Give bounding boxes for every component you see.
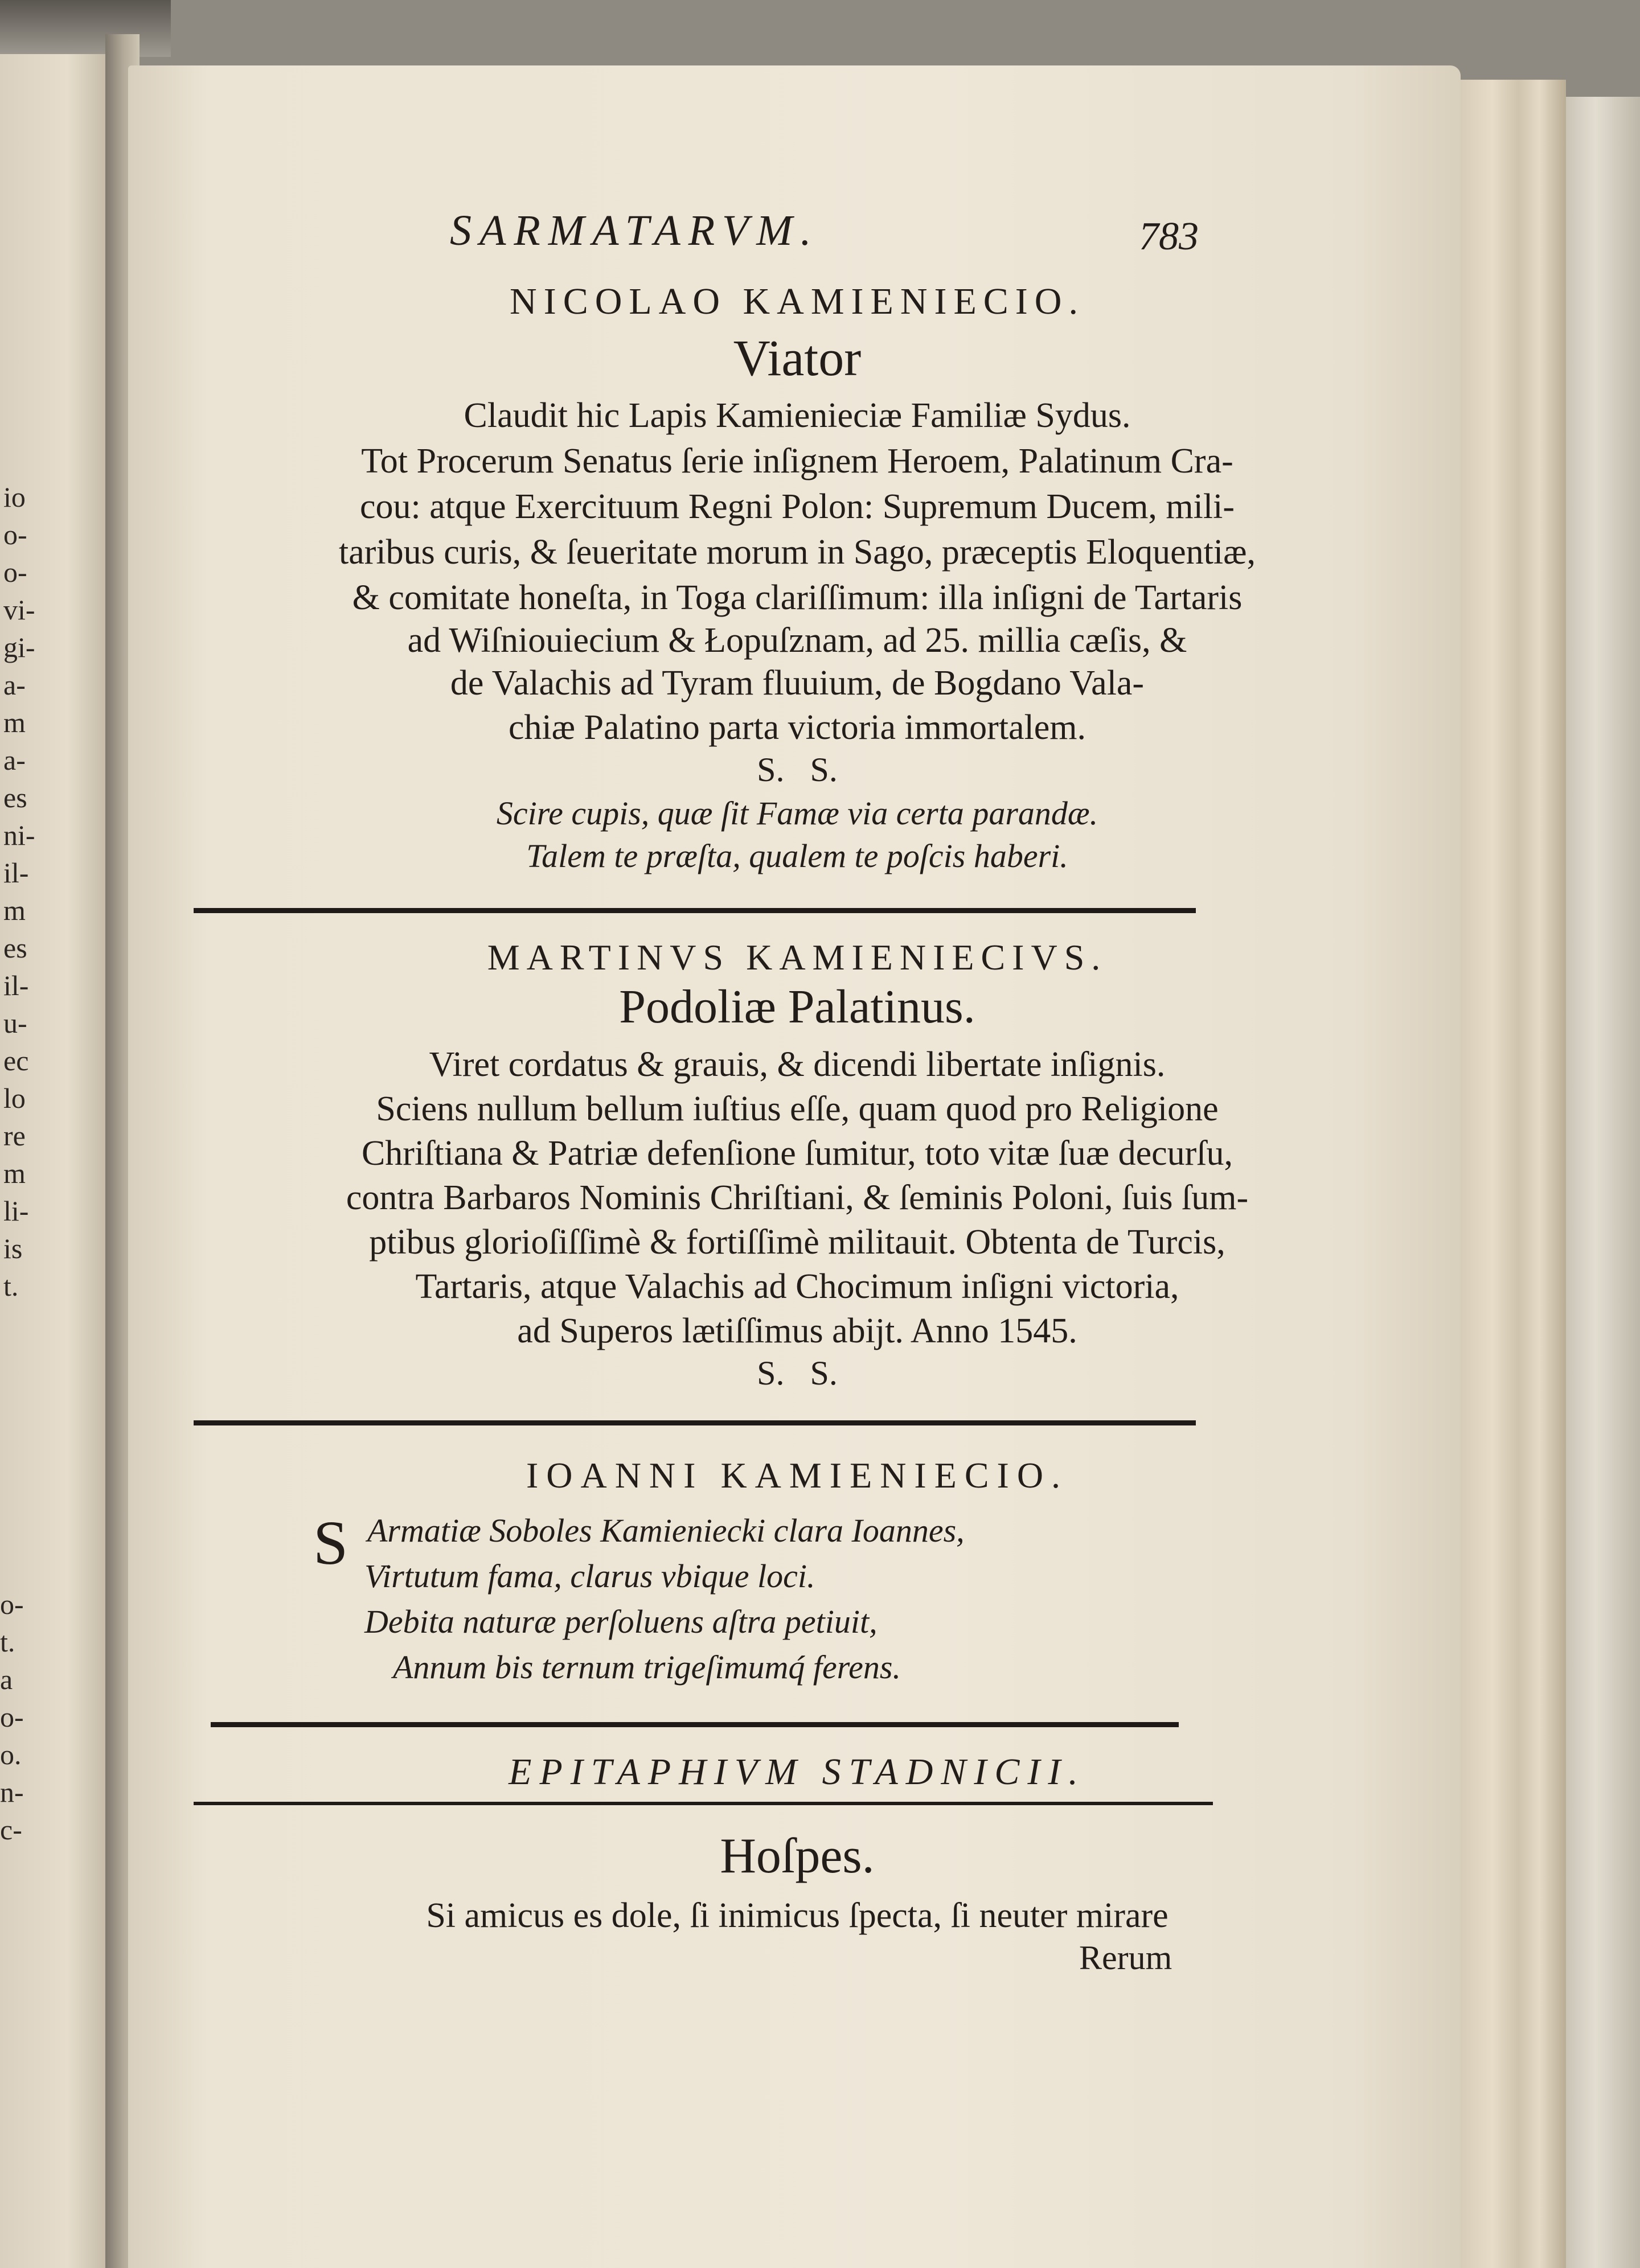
epitaph2-line: ad Superos lætiſſimus abijt. Anno 1545. bbox=[517, 1312, 1077, 1350]
margin-fragment: o- bbox=[0, 1588, 24, 1620]
page-number: 783 bbox=[1139, 215, 1199, 258]
epitaph4-heading: EPITAPHIVM STADNICII. bbox=[509, 1751, 1086, 1793]
epitaph1-subheading: Viator bbox=[733, 330, 862, 387]
epitaph2-line: contra Barbaros Nominis Chriſtiani, & ſeminis Poloni, ſuis ſum- bbox=[346, 1178, 1249, 1217]
epitaph3-verse-line: Virtutum fama, clarus vbique loci. bbox=[364, 1558, 815, 1595]
left-margin-fragments-upper bbox=[3, 478, 66, 1305]
margin-fragment: t. bbox=[3, 1270, 19, 1302]
margin-fragment: a- bbox=[3, 669, 26, 701]
margin-fragment: t. bbox=[0, 1626, 15, 1658]
epitaph1-line: Tot Procerum Senatus ſerie inſignem Heroem, Palatinum Cra- bbox=[361, 442, 1233, 480]
epitaph4-line: Si amicus es dole, ſi inimicus ſpecta, ſi neuter mirare bbox=[426, 1896, 1168, 1935]
epitaph2-line: ptibus glorioſiſſimè & fortiſſimè militauit. Obtenta de Turcis, bbox=[369, 1223, 1225, 1262]
margin-fragment: c- bbox=[0, 1814, 22, 1846]
left-margin-fragments-lower bbox=[0, 1585, 63, 1848]
margin-fragment: ec bbox=[3, 1045, 29, 1077]
margin-fragment: es bbox=[3, 782, 27, 813]
epitaph3-heading: IOANNI KAMIENIECIO. bbox=[526, 1455, 1069, 1495]
margin-fragment: o. bbox=[0, 1739, 22, 1770]
margin-fragment: il- bbox=[3, 969, 29, 1001]
section-rule bbox=[194, 908, 1196, 913]
epitaph3-verse-line: Debita naturæ perſoluens aſtra petiuit, bbox=[364, 1603, 878, 1640]
margin-fragment: m bbox=[3, 1157, 26, 1189]
epitaph3-initial: S bbox=[313, 1508, 348, 1577]
margin-fragment: vi- bbox=[3, 594, 35, 626]
margin-fragment: u- bbox=[3, 1007, 27, 1039]
section-rule bbox=[194, 1802, 1213, 1805]
margin-fragment: o- bbox=[3, 556, 27, 588]
epitaph1-ss: S. S. bbox=[757, 751, 838, 788]
running-head-title: SARMATARVM. bbox=[450, 207, 819, 254]
margin-fragment: o- bbox=[3, 519, 27, 550]
epitaph3-verse-line: Annum bis ternum trigeſimumq́ ferens. bbox=[393, 1649, 901, 1686]
epitaph3-verse-line: Armatiæ Soboles Kamieniecki clara Ioannes, bbox=[367, 1512, 965, 1549]
epitaph1-line: ad Wiſniouiecium & Łopuſznam, ad 25. millia cæſis, & bbox=[407, 621, 1187, 660]
epitaph1-line: & comitate honeſta, in Toga clariſſimum: illa inſigni de Tartaris bbox=[352, 578, 1243, 617]
epitaph1-line: cou: atque Exercituum Regni Polon: Supremum Ducem, mili- bbox=[360, 487, 1235, 526]
margin-fragment: il- bbox=[3, 857, 29, 889]
margin-fragment: es bbox=[3, 932, 27, 964]
margin-fragment: a bbox=[0, 1663, 13, 1695]
margin-fragment: o- bbox=[0, 1701, 24, 1733]
epitaph2-line: Viret cordatus & grauis, & dicendi libertate inſignis. bbox=[429, 1045, 1166, 1084]
margin-fragment: m bbox=[3, 706, 26, 738]
margin-fragment: is bbox=[3, 1232, 23, 1264]
epitaph1-line: chiæ Palatino parta victoria immortalem. bbox=[508, 708, 1086, 747]
epitaph2-line: Tartaris, atque Valachis ad Chocimum inſigni victoria, bbox=[415, 1267, 1179, 1306]
epitaph1-line: taribus curis, & ſeueritate morum in Sago, præceptis Eloquentiæ, bbox=[339, 533, 1256, 572]
margin-fragment: li- bbox=[3, 1195, 29, 1227]
epitaph2-line: Chriſtiana & Patriæ defenſione ſumitur, toto vitæ ſuæ decurſu, bbox=[361, 1134, 1233, 1173]
epitaph1-verse-line: Talem te præſta, qualem te poſcis haberi. bbox=[526, 837, 1068, 874]
book-headband bbox=[0, 0, 171, 57]
catchword: Rerum bbox=[1079, 1939, 1172, 1977]
epitaph4-subheading: Hoſpes. bbox=[720, 1829, 875, 1884]
epitaph2-ss: S. S. bbox=[757, 1354, 838, 1392]
margin-fragment: m bbox=[3, 894, 26, 926]
epitaph2-heading: MARTINVS KAMIENIECIVS. bbox=[487, 937, 1108, 977]
margin-fragment: ni- bbox=[3, 819, 35, 851]
margin-fragment: io bbox=[3, 481, 26, 513]
epitaph1-line: de Valachis ad Tyram fluuium, de Bogdano Vala- bbox=[450, 664, 1145, 702]
margin-fragment: n- bbox=[0, 1776, 24, 1808]
section-rule bbox=[194, 1420, 1196, 1425]
margin-fragment: lo bbox=[3, 1082, 26, 1114]
left-page-edge bbox=[0, 54, 122, 2268]
epitaph1-verse-line: Scire cupis, quæ ſit Famæ via certa parandæ. bbox=[496, 795, 1098, 832]
epitaph2-line: Sciens nullum bellum iuſtius eſſe, quam quod pro Religione bbox=[376, 1090, 1219, 1128]
epitaph1-heading: NICOLAO KAMIENIECIO. bbox=[510, 281, 1085, 322]
epitaph2-subheading: Podoliæ Palatinus. bbox=[619, 980, 975, 1033]
binding-edge bbox=[1566, 97, 1640, 2268]
margin-fragment: re bbox=[3, 1120, 26, 1152]
page-fore-edge bbox=[1461, 80, 1566, 2268]
epitaph1-line: Claudit hic Lapis Kamienieciæ Familiæ Sydus. bbox=[464, 396, 1131, 435]
margin-fragment: gi- bbox=[3, 631, 35, 663]
section-rule bbox=[211, 1722, 1179, 1727]
margin-fragment: a- bbox=[3, 744, 26, 776]
